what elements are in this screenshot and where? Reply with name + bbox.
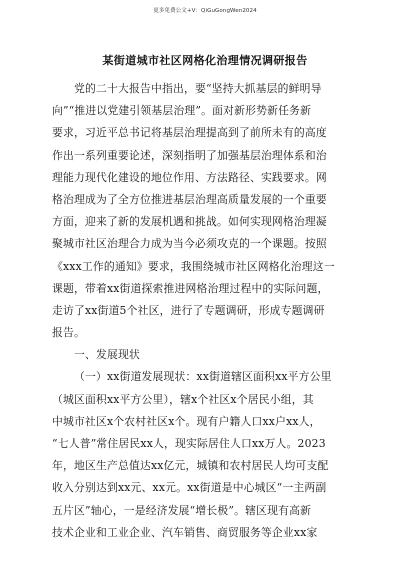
text-line: 《xxx工作的通知》要求，我围绕城市社区网格化治理这一 [52, 259, 335, 273]
text-line: 中城市社区x个农村社区x个。现有户籍人口xx户xx人， [52, 414, 321, 428]
text-line: 走访了xx街道5个社区，进行了专题调研，形成专题调研 [52, 303, 325, 317]
text-line: 技术企业和工业企业、汽车销售、商贸服务等企业xx家 [52, 525, 318, 539]
text-line: 五片区”轴心，一是经济发展“增长极”。辖区现有高新 [52, 503, 312, 517]
text-line: 格治理成为了全方位推进基层治理高质量发展的一个重要 [52, 192, 327, 206]
paragraph-status [52, 366, 358, 544]
text-line: （城区面积xx平方公里），辖x个社区x个居民小组，其 [52, 392, 314, 406]
text-line: 党的二十大报告中指出，要“坚持大抓基层的鲜明导 [74, 82, 322, 95]
text-line: 方面，迎来了新的发展机遇和挑战。如何实现网格治理凝 [52, 215, 327, 229]
text-line: 报告。 [52, 326, 85, 340]
text-line: 向”“推进以党建引领基层治理”。面对新形势新任务新 [52, 104, 312, 118]
text-line: 收入分别达到xx元、xx元。xx街道是中心城区“一主两副 [52, 481, 327, 495]
document-title: 某街道城市社区网格化治理情况调研报告 [102, 54, 308, 67]
text-line: 聚城市社区治理合力成为当今必须攻克的一个课题。按照 [52, 237, 327, 251]
text-line: 要求，习近平总书记将基层治理提高到了前所未有的高度 [52, 126, 327, 140]
heading-line: 一、发展现状 [74, 348, 140, 362]
header-note: 更多免费公文+V：QiGuGongWen2024 [153, 8, 257, 14]
text-line: 理能力现代化建设的地位作用、方法路径、实践要求。网 [52, 170, 327, 184]
text-line: 年，地区生产总值达xx亿元，城镇和农村居民人均可支配 [52, 459, 329, 473]
paragraph-intro [52, 78, 358, 344]
document-body [52, 78, 358, 544]
section-heading [52, 344, 358, 366]
text-line: （一）xx街道发展现状：xx街道辖区面积xx平方公里 [74, 370, 332, 384]
text-line: 课题，带着xx街道探索推进网格治理过程中的实际问题， [52, 281, 329, 295]
text-line: 作出一系列重要论述，深刻指明了加强基层治理体系和治 [52, 148, 327, 162]
text-line: “七人普”常住居民xx人，现实际居住人口xx万人。2023 [52, 437, 326, 450]
